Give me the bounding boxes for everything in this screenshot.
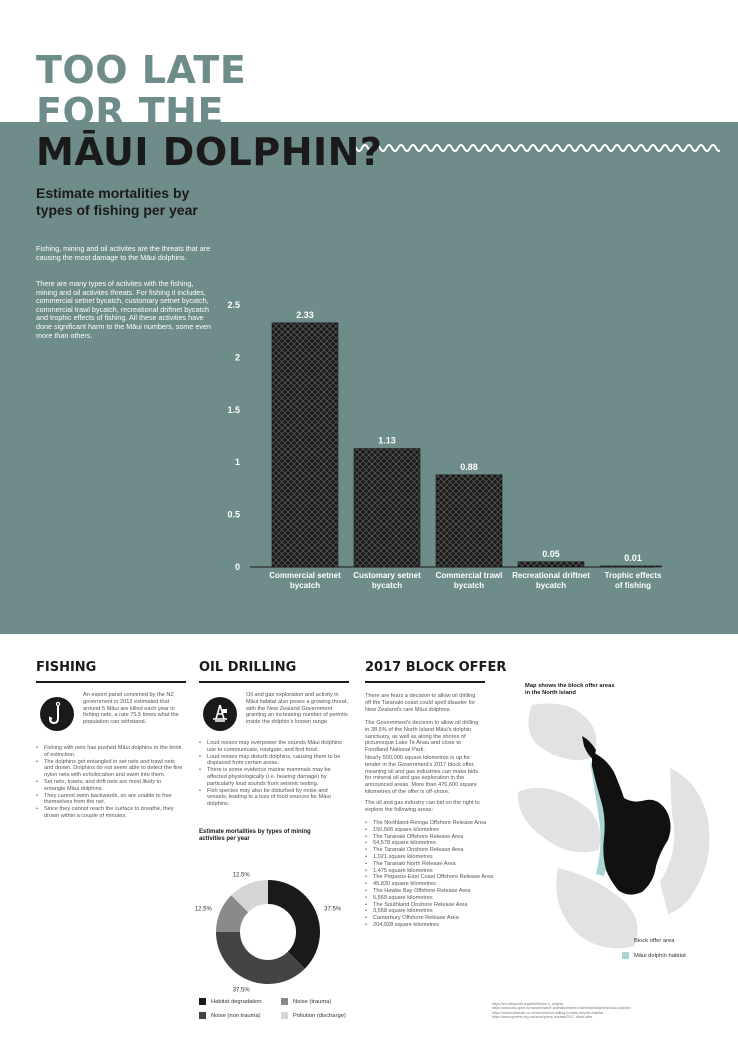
legend-item-noise-trauma [281, 998, 331, 1005]
legend-swatch [281, 998, 288, 1005]
north-island-map [510, 700, 725, 960]
list-item: • Canterbury Offshore Release Area [365, 915, 495, 922]
donut-label: 37.5% [324, 906, 342, 913]
list-item: • The Pegasus-East Coast Offshore Release Area [365, 874, 495, 881]
x-tick-label: Trophic effects [604, 571, 662, 580]
oil-drilling-intro: Oil and gas exploration and activity in Māui habitat also poses a growing threat, with the New Zealand Government granting an increasing number of permits inside the dolphin's known range. [246, 692, 348, 726]
source-line: https://www.nzherald.co.nz/nz/news/oil-drilling-in-maui-dolphin-habitat [492, 1010, 603, 1015]
map-legend-block-offer [622, 937, 675, 944]
list-item: • They cannot swim backwards, so are unable to free themselves from the net. [36, 793, 184, 807]
fishing-bullets [36, 745, 184, 820]
donut-label: 12.5% [232, 872, 250, 879]
y-tick-label: 0.5 [227, 509, 240, 520]
bar [600, 566, 662, 567]
intro-paragraph-1: Fishing, mining and oil activites are the threats that are causing the most damage to the Māui dolphins. [36, 244, 211, 262]
sources-footer [492, 1002, 717, 1020]
list-item: • 204,928 square kilometres [365, 922, 495, 929]
block-offer-paragraph-3: Nearly 500,000 square kilometres is up for tender in the Government's 2017 block offer, meaning oil and gas industries can make bids for mineral oil and gas exploration in the announced areas. More than 476,600 square kilometres of the offer is off-shore. [365, 755, 479, 795]
block-offer-area-east-coast [660, 768, 710, 914]
donut-slice [268, 880, 320, 969]
list-item: • Loud noises may overpower the sounds Māui dolphins use to communicate, navigate, and find food. [199, 740, 349, 754]
x-tick-label: bycatch [535, 581, 567, 590]
oil-drilling-bullets [199, 740, 349, 808]
bar-value-label: 0.01 [624, 552, 642, 563]
list-item: • 45,830 square kilometres [365, 881, 495, 888]
mining-chart-title: Estimate mortalities by types of mining activities per year [199, 829, 311, 843]
x-tick-label: of fishing [615, 581, 651, 590]
list-item: • Loud noises may disturb dolphins, causing them to be displaced from certain areas. [199, 754, 349, 768]
list-item: • 150,566 square kilometres [365, 827, 495, 834]
list-item: • Fishing with nets has pushed Māui dolphins to the brink of extinction. [36, 745, 184, 759]
bar [518, 562, 584, 567]
list-item: • Set nets, trawls, and drift nets are most likely to entangle Māui dolphins. [36, 779, 184, 793]
block-offer-rule [365, 681, 485, 683]
donut-label: 12.5% [194, 906, 212, 913]
title-line-1: TOO LATE [36, 48, 247, 92]
x-tick-label: bycatch [289, 581, 321, 590]
list-item: • 64,578 square kilometres [365, 840, 495, 847]
mining-mortality-donut-chart [180, 860, 350, 1000]
legend-swatch [199, 1012, 206, 1019]
source-line: https://www.greens.org.nz/news/press-release/2017-block-offer [492, 1015, 593, 1020]
legend-swatch [622, 952, 629, 959]
fishing-intro: An expert panel convened by the NZ government in 2012 estimated that around 5 Māui are killed each year in fishing nets, a rate 75.5 times what the population can withstand. [83, 692, 179, 726]
donut-slice [216, 932, 305, 984]
title-line-3: MĀUI DOLPHIN? [36, 130, 383, 174]
list-item: • 5,569 square kilometres [365, 895, 495, 902]
map-legend-habitat [622, 952, 686, 959]
source-line: https://en.wikipedia.org/wiki/Hector's_dolphin [492, 1002, 564, 1006]
legend-swatch [281, 1012, 288, 1019]
legend-label: Māui dolphin habitat [634, 953, 686, 960]
x-tick-label: Commercial setnet [269, 571, 341, 580]
legend-swatch [622, 937, 629, 944]
list-item: • The Taranaki Onshore Release Area [365, 847, 495, 854]
legend-label: Noise (non trauma) [211, 1013, 261, 1020]
source-line: https://www.doc.govt.nz/nature/native-animals/marine-mammals/dolphins/maui-dolphin/ [492, 1006, 631, 1011]
list-item: • The dolphins get entangled in set nets and trawl nets and drown. Dolphins do not seem able to detect the fine nylon nets with echolocation and swim into them. [36, 759, 184, 779]
legend-item-pollution [281, 1012, 346, 1019]
y-tick-label: 2 [234, 352, 240, 363]
block-offer-paragraph-2: The Government's decision to allow oil drilling in 38.5% of the North Island Māui's dolphin sanctuary, as well as along the shores of picturesque Lake Te Anau and close to Fiordland National Park. [365, 720, 479, 754]
list-item: • The Southland Onshore Release Area [365, 902, 495, 909]
bar [354, 449, 420, 567]
block-offer-heading: 2017 BLOCK OFFER [365, 660, 507, 675]
bar-value-label: 0.88 [460, 461, 478, 472]
list-item: • The Taranaki North Release Area [365, 861, 495, 868]
legend-label: Pollution (discharge) [293, 1013, 346, 1020]
release-areas-list [365, 820, 495, 929]
list-item: • The Taranaki Offshore Release Area [365, 834, 495, 841]
x-tick-label: bycatch [371, 581, 403, 590]
bar-value-label: 2.33 [296, 309, 314, 320]
legend-label: Habitat degradation [211, 999, 262, 1006]
oil-rig-icon [203, 697, 237, 731]
list-item: • The Hawke Bay Offshore Release Area [365, 888, 495, 895]
x-tick-label: Recreational driftnet [512, 571, 590, 580]
bar-value-label: 0.05 [542, 548, 560, 559]
y-tick-label: 0 [234, 562, 240, 572]
wave-decoration [350, 140, 720, 156]
x-tick-label: Customary setnet [353, 571, 421, 580]
x-tick-label: bycatch [453, 581, 485, 590]
fishing-mortality-bar-chart [222, 290, 662, 600]
donut-label: 37.5% [232, 987, 250, 994]
intro-paragraph-2: There are many types of activites with the fishing, mining and oil activites threats. For fishing it includes, commercial setnet bycatch, customary setnet bycatch, commercial trawl bycatch, recreational driftnet bycatch and trophic effects of fishing. All these activities have done significant harm to the Māui numbers, some even more than others. [36, 279, 211, 340]
block-offer-paragraph-1: There are fears a decision to allow oil drilling off the Taranaki coast could spell disaster for New Zealand's rare Māui dolphins. [365, 693, 476, 713]
y-tick-label: 1.5 [227, 404, 240, 415]
oil-drilling-rule [199, 681, 349, 683]
map-title: Map shows the block offer areas in the North Island [525, 683, 615, 696]
list-item: • Fish species may also be disturbed by noise and vessels, leading to a loss of food sources for Māui dolphins. [199, 788, 349, 808]
block-offer-area-taranaki [518, 788, 601, 853]
list-item: • Since they cannot reach the surface to breathe, they drown within a couple of minutes. [36, 806, 184, 820]
chart-subtitle: Estimate mortalities by types of fishing per year [36, 185, 198, 218]
list-item: • The Northland-Reinga Offshore Release Area [365, 820, 495, 827]
legend-item-habitat [199, 998, 262, 1005]
legend-label: Block offer area [634, 938, 675, 945]
y-tick-label: 2.5 [227, 300, 240, 310]
block-offer-area-northland [528, 703, 596, 760]
fishhook-icon [40, 697, 74, 731]
list-item: • 1,021 square kilometres [365, 854, 495, 861]
list-item: • 3,568 square kilometres [365, 908, 495, 915]
bar-value-label: 1.13 [378, 435, 396, 446]
oil-drilling-heading: OIL DRILLING [199, 660, 297, 675]
bar [436, 475, 502, 567]
x-tick-label: Commercial trawl [435, 571, 503, 580]
legend-label: Noise (trauma) [293, 999, 332, 1006]
legend-item-noise-non-trauma [199, 1012, 261, 1019]
legend-swatch [199, 998, 206, 1005]
list-item: • 1,475 square kilometres [365, 868, 495, 875]
fishing-rule [36, 681, 186, 683]
y-tick-label: 1 [234, 457, 240, 468]
title-line-2: FOR THE [36, 90, 224, 134]
block-offer-paragraph-4: The oil and gas industry can bid on the right to explore the following areas: [365, 800, 480, 813]
list-item: • There is some evidence marine mammals may be affected physiologically (i.e. hearing damage) by particularly loud sounds from seismic testing. [199, 767, 349, 787]
fishing-heading: FISHING [36, 660, 97, 675]
bar [272, 323, 338, 567]
